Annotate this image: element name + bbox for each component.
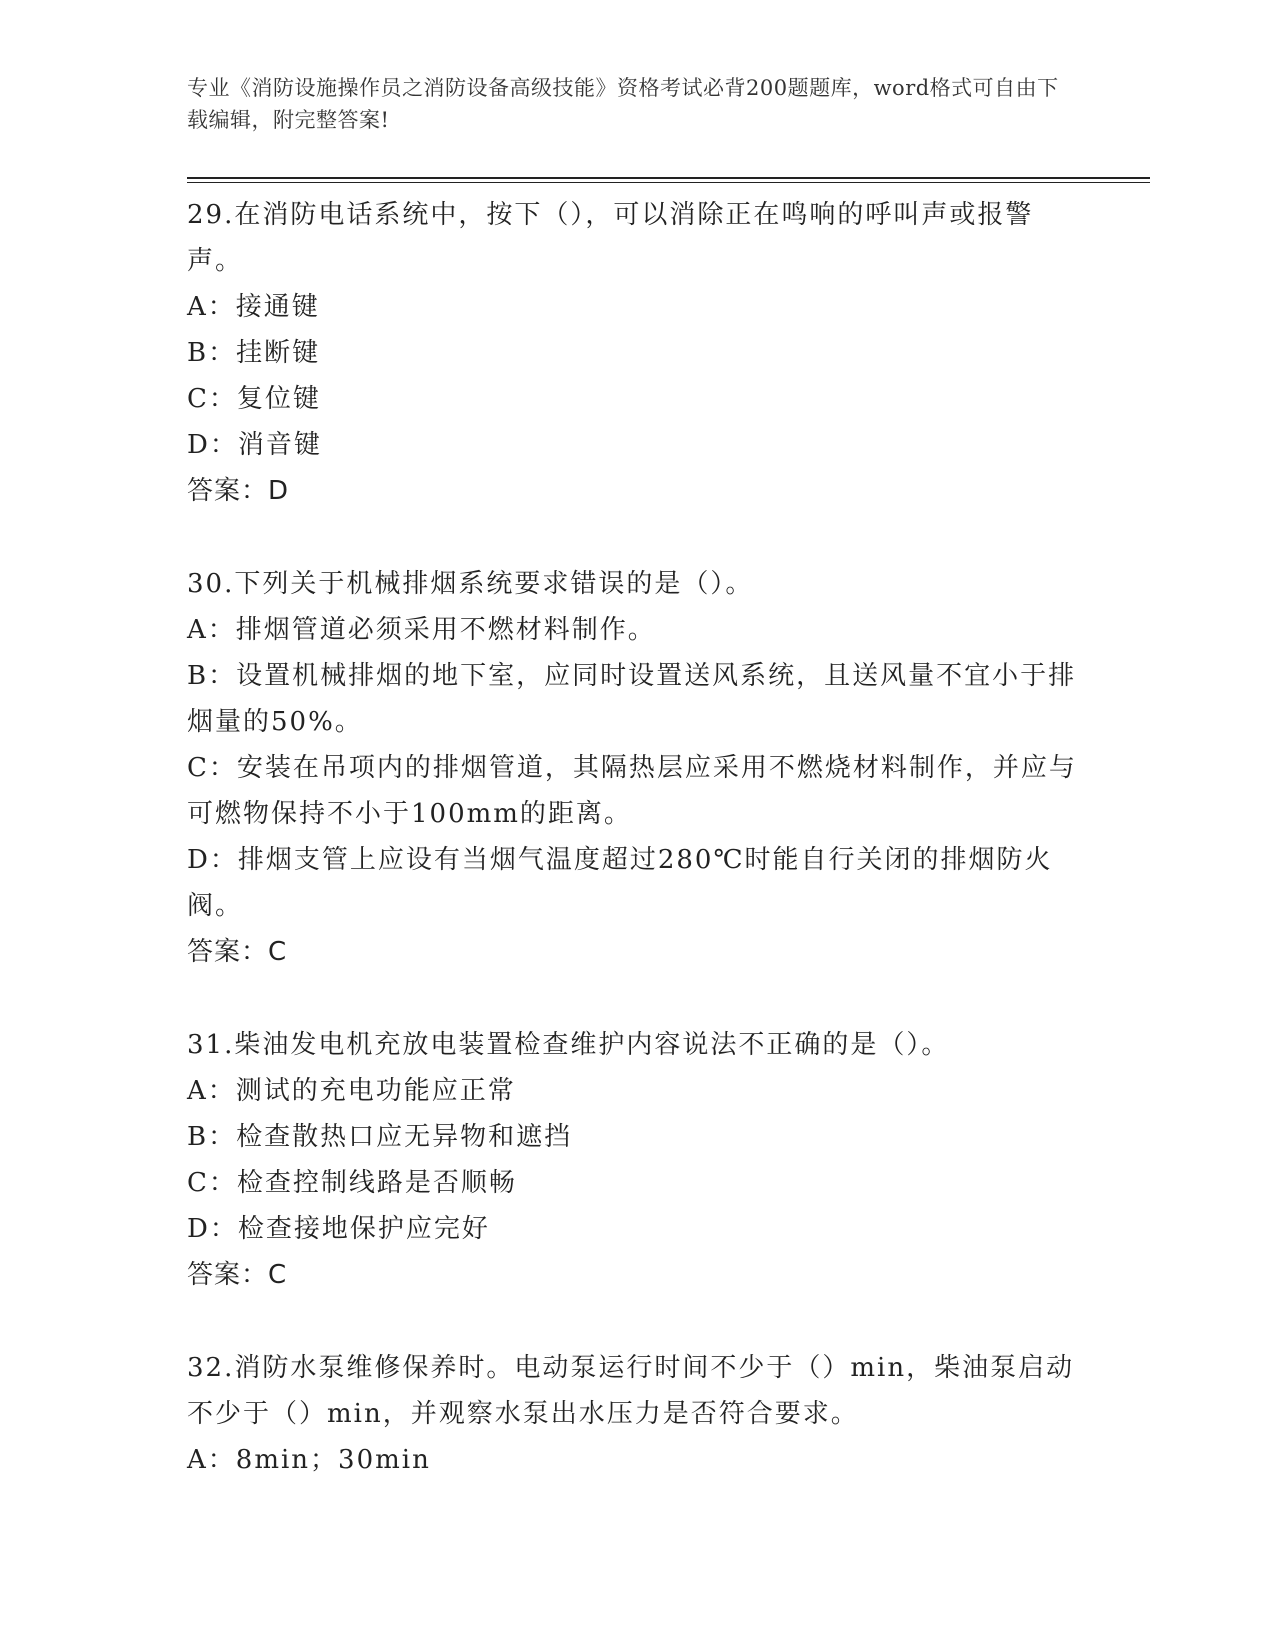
option-d: D：排烟支管上应设有当烟气温度超过280℃时能自行关闭的排烟防火阀。: [187, 845, 1053, 921]
option-b: B：挂断键: [187, 338, 321, 368]
header-divider-thin: [187, 182, 1150, 183]
option-a: A：接通键: [187, 292, 320, 322]
option-d: D：检查接地保护应完好: [187, 1214, 490, 1244]
option-c: C：安装在吊项内的排烟管道，其隔热层应采用不燃烧材料制作，并应与可燃物保持不小于100mm的距离。: [187, 753, 1077, 829]
header-divider-thick: [187, 177, 1150, 179]
document-header: 专业《消防设施操作员之消防设备高级技能》资格考试必背200题题库，word格式可自由下载编辑，附完整答案!: [187, 76, 1059, 132]
option-b: B：检查散热口应无异物和遮挡: [187, 1122, 573, 1152]
option-c: C：复位键: [187, 384, 321, 414]
question-29: [187, 192, 1087, 514]
question-stem: 29.在消防电话系统中，按下（），可以消除正在鸣响的呼叫声或报警声。: [187, 200, 1034, 276]
question-stem: 32.消防水泵维修保养时。电动泵运行时间不少于（）min，柴油泵启动不少于（）min，并观察水泵出水压力是否符合要求。: [187, 1353, 1075, 1429]
option-a: A：测试的充电功能应正常: [187, 1076, 516, 1106]
option-b: B：设置机械排烟的地下室，应同时设置送风系统，且送风量不宜小于排烟量的50%。: [187, 661, 1077, 737]
answer-line: 答案：C: [187, 1260, 288, 1290]
answer-line: 答案：D: [187, 476, 290, 506]
option-a: A：8min；30min: [187, 1445, 431, 1475]
option-d: D：消音键: [187, 430, 322, 460]
question-stem: 31.柴油发电机充放电装置检查维护内容说法不正确的是（）。: [187, 1030, 950, 1060]
answer-line: 答案：C: [187, 937, 288, 967]
question-list: [187, 192, 1087, 1530]
question-31: [187, 1022, 1087, 1298]
question-32: [187, 1345, 1087, 1483]
option-c: C：检查控制线路是否顺畅: [187, 1168, 517, 1198]
question-stem: 30.下列关于机械排烟系统要求错误的是（）。: [187, 569, 754, 599]
question-30: [187, 561, 1087, 975]
option-a: A：排烟管道必须采用不燃材料制作。: [187, 615, 656, 645]
